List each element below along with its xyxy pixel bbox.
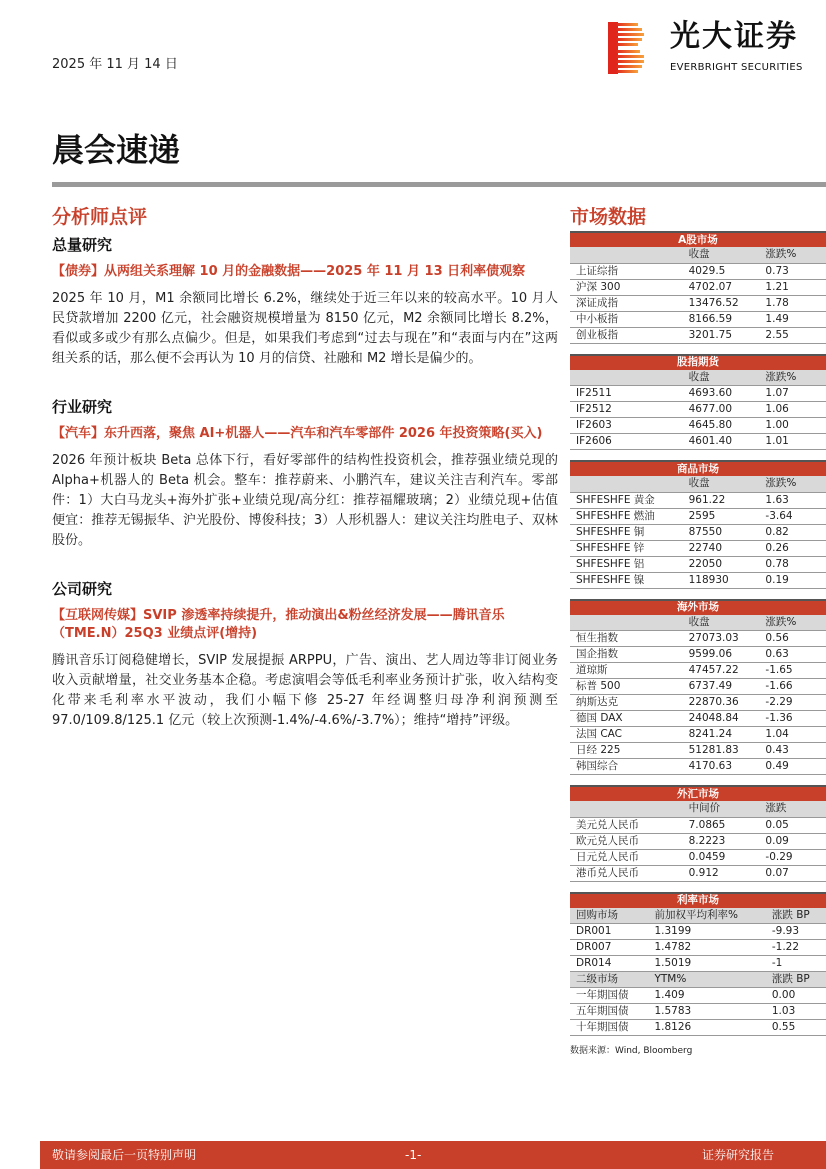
table-cell: SHFESHFE 燃油	[570, 508, 683, 524]
table-row	[570, 972, 826, 988]
column-header: 收盘	[683, 247, 760, 263]
table-cell: 韩国综合	[570, 759, 683, 775]
column-header-row	[570, 615, 826, 631]
table-row	[570, 727, 826, 743]
table-cell: 沪深 300	[570, 279, 683, 295]
table-cell: 961.22	[683, 492, 760, 508]
table-row	[570, 279, 826, 295]
table-title: 商品市场	[570, 461, 826, 476]
table-cell: 德国 DAX	[570, 711, 683, 727]
table-cell: 8241.24	[683, 727, 760, 743]
table-cell: 1.3199	[648, 924, 765, 940]
table-cell: 1.8126	[648, 1020, 765, 1036]
table-cell: 1.5019	[648, 956, 765, 972]
table-cell: 87550	[683, 524, 760, 540]
table-cell: 0.0459	[683, 849, 760, 865]
table-cell: 4645.80	[683, 418, 760, 434]
table-cell: 0.63	[759, 647, 826, 663]
table-cell: 深证成指	[570, 295, 683, 311]
table-cell: 1.78	[759, 295, 826, 311]
column-header	[570, 615, 683, 631]
market-table	[570, 460, 826, 589]
table-row	[570, 524, 826, 540]
table-row	[570, 849, 826, 865]
table-row	[570, 434, 826, 450]
table-title: A股市场	[570, 232, 826, 247]
market-table	[570, 231, 826, 344]
group-heading: 总量研究	[52, 236, 113, 254]
table-cell: 51281.83	[683, 743, 760, 759]
divider	[52, 182, 826, 187]
column-header: 涨跌%	[759, 476, 826, 492]
analyst-commentary	[52, 205, 558, 731]
table-cell: 2595	[683, 508, 760, 524]
table-cell: -1.22	[766, 940, 826, 956]
column-header: 涨跌%	[759, 247, 826, 263]
table-row	[570, 695, 826, 711]
column-header: 中间价	[683, 801, 760, 817]
table-row	[570, 295, 826, 311]
table-cell: 1.03	[766, 1004, 826, 1020]
table-row	[570, 759, 826, 775]
table-cell: 道琼斯	[570, 663, 683, 679]
market-table	[570, 785, 826, 882]
table-cell: 日经 225	[570, 743, 683, 759]
table-cell: 创业板指	[570, 327, 683, 343]
table-cell: 纳斯达克	[570, 695, 683, 711]
table-cell: 4693.60	[683, 386, 760, 402]
table-cell: SHFESHFE 镍	[570, 572, 683, 588]
table-cell: 1.409	[648, 988, 765, 1004]
table-cell: -9.93	[766, 924, 826, 940]
market-data	[570, 205, 826, 1057]
table-cell: 0.19	[759, 572, 826, 588]
table-row	[570, 540, 826, 556]
table-row	[570, 327, 826, 343]
column-header: 涨跌%	[759, 370, 826, 386]
article-title[interactable]: 【互联网传媒】SVIP 渗透率持续提升，推动演出&粉丝经济发展——腾讯音乐（TME.N）25Q3 业绩点评(增持)	[52, 608, 505, 641]
table-cell: 中小板指	[570, 311, 683, 327]
everbright-logo-icon	[608, 22, 644, 74]
table-cell: 4702.07	[683, 279, 760, 295]
table-cell: 4601.40	[683, 434, 760, 450]
table-row	[570, 386, 826, 402]
table-title: 利率市场	[570, 893, 826, 908]
data-source: 数据来源：Wind, Bloomberg	[570, 1046, 693, 1056]
table-cell: 1.06	[759, 402, 826, 418]
table-cell: -1.36	[759, 711, 826, 727]
market-table	[570, 599, 826, 776]
table-row	[570, 556, 826, 572]
column-header-row	[570, 370, 826, 386]
table-row	[570, 311, 826, 327]
table-cell: 9599.06	[683, 647, 760, 663]
table-cell: 0.73	[759, 263, 826, 279]
table-cell: 7.0865	[683, 817, 760, 833]
table-row	[570, 817, 826, 833]
table-cell: 1.4782	[648, 940, 765, 956]
table-row	[570, 743, 826, 759]
table-cell: 22740	[683, 540, 760, 556]
page-title: 晨会速递	[52, 131, 181, 169]
table-cell: 4170.63	[683, 759, 760, 775]
footer	[40, 1141, 826, 1169]
table-cell: IF2512	[570, 402, 683, 418]
table-row	[570, 833, 826, 849]
table-cell: 国企指数	[570, 647, 683, 663]
disclaimer-note: 敬请参阅最后一页特别声明	[52, 1148, 197, 1162]
table-cell: SHFESHFE 锌	[570, 540, 683, 556]
table-cell: DR007	[570, 940, 648, 956]
table-cell: DR001	[570, 924, 648, 940]
column-header: 回购市场	[570, 908, 648, 924]
table-cell: 24048.84	[683, 711, 760, 727]
article-title[interactable]: 【汽车】东升西落，聚焦 AI+机器人——汽车和汽车零部件 2026 年投资策略(买入)	[52, 426, 543, 441]
column-header: 涨跌 BP	[766, 908, 826, 924]
table-cell: 1.01	[759, 434, 826, 450]
table-cell: 22050	[683, 556, 760, 572]
table-cell: 6737.49	[683, 679, 760, 695]
table-cell: 涨跌 BP	[766, 972, 826, 988]
table-cell: 0.82	[759, 524, 826, 540]
table-cell: 1.00	[759, 418, 826, 434]
table-cell: 上证综指	[570, 263, 683, 279]
table-cell: 1.07	[759, 386, 826, 402]
logo-text-cn: 光大证券	[670, 19, 798, 54]
table-cell: IF2606	[570, 434, 683, 450]
column-header-row	[570, 476, 826, 492]
table-cell: 二级市场	[570, 972, 648, 988]
table-row	[570, 492, 826, 508]
table-cell: 0.05	[759, 817, 826, 833]
table-cell: 1.63	[759, 492, 826, 508]
article-body: 2025 年 10 月，M1 余额同比增长 6.2%，继续处于近三年以来的较高水平。10 月人民贷款增加 2200 亿元，社会融资规模增量为 8150 亿元，M2 余额同比增长 8.2%，看似或多或少有那么点偏少。但是，如果我们考虑到“过去与现在”和“表面与内在”这两组关系的话，那么便不会再认为 10 月的信贷、社融和 M2 增长是偏少的。	[52, 291, 558, 366]
table-cell: 1.21	[759, 279, 826, 295]
table-cell: 4677.00	[683, 402, 760, 418]
table-cell: IF2511	[570, 386, 683, 402]
group-macro	[52, 235, 558, 369]
column-header	[570, 801, 683, 817]
column-header: 前加权平均利率%	[648, 908, 765, 924]
table-row	[570, 263, 826, 279]
table-title: 海外市场	[570, 600, 826, 615]
table-cell: 五年期国债	[570, 1004, 648, 1020]
table-row	[570, 647, 826, 663]
table-row	[570, 956, 826, 972]
group-company	[52, 579, 558, 731]
table-row	[570, 988, 826, 1004]
table-cell: 0.09	[759, 833, 826, 849]
table-cell: 0.55	[766, 1020, 826, 1036]
table-cell: 港币兑人民币	[570, 865, 683, 881]
table-row	[570, 679, 826, 695]
table-row	[570, 940, 826, 956]
table-cell: 8166.59	[683, 311, 760, 327]
page-number: -1-	[405, 1148, 422, 1162]
table-cell: 8.2223	[683, 833, 760, 849]
table-row	[570, 663, 826, 679]
table-cell: 恒生指数	[570, 631, 683, 647]
table-cell: IF2603	[570, 418, 683, 434]
column-header: 收盘	[683, 370, 760, 386]
table-cell: 118930	[683, 572, 760, 588]
table-cell: -3.64	[759, 508, 826, 524]
table-row	[570, 1020, 826, 1036]
table-cell: 47457.22	[683, 663, 760, 679]
table-cell: 2.55	[759, 327, 826, 343]
column-header: 涨跌%	[759, 615, 826, 631]
table-row	[570, 508, 826, 524]
column-header	[570, 476, 683, 492]
market-table	[570, 354, 826, 451]
table-cell: SHFESHFE 铝	[570, 556, 683, 572]
group-heading: 公司研究	[52, 580, 113, 598]
table-cell: -1	[766, 956, 826, 972]
table-cell: 27073.03	[683, 631, 760, 647]
table-row	[570, 402, 826, 418]
article-body: 2026 年预计板块 Beta 总体下行，看好零部件的结构性投资机会，推荐强业绩兑现的 Alpha+机器人的 Beta 机会。整车：推荐蔚来、小鹏汽车，建议关注吉利汽车。零部件：1）大白马龙头+海外扩张+业绩兑现/高分红：推荐福耀玻璃；2）业绩兑现+估值便宜：推荐无锡振华、沪光股份、博俊科技；3）人形机器人：建议关注均胜电子、双林股份。	[52, 453, 558, 548]
column-header: 涨跌	[759, 801, 826, 817]
table-cell: 0.49	[759, 759, 826, 775]
column-header-row	[570, 801, 826, 817]
table-row	[570, 572, 826, 588]
column-header	[570, 370, 683, 386]
table-cell: -2.29	[759, 695, 826, 711]
table-cell: 1.49	[759, 311, 826, 327]
table-cell: 1.5783	[648, 1004, 765, 1020]
table-cell: 0.78	[759, 556, 826, 572]
table-row	[570, 1004, 826, 1020]
group-heading: 行业研究	[52, 398, 113, 416]
table-cell: 一年期国债	[570, 988, 648, 1004]
table-cell: -1.65	[759, 663, 826, 679]
table-cell: 22870.36	[683, 695, 760, 711]
table-cell: 十年期国债	[570, 1020, 648, 1036]
table-row	[570, 865, 826, 881]
table-cell: 0.00	[766, 988, 826, 1004]
table-cell: 0.26	[759, 540, 826, 556]
logo	[608, 20, 818, 80]
table-cell: 0.56	[759, 631, 826, 647]
table-cell: 标普 500	[570, 679, 683, 695]
table-cell: 美元兑人民币	[570, 817, 683, 833]
column-header: 收盘	[683, 476, 760, 492]
table-row	[570, 418, 826, 434]
section-title: 分析师点评	[52, 206, 148, 228]
article-title[interactable]: 【债券】从两组关系理解 10 月的金融数据——2025 年 11 月 13 日利率债观察	[52, 264, 526, 279]
market-table	[570, 892, 826, 1037]
table-cell: 3201.75	[683, 327, 760, 343]
table-cell: 欧元兑人民币	[570, 833, 683, 849]
table-title: 外汇市场	[570, 786, 826, 801]
table-cell: 0.07	[759, 865, 826, 881]
table-cell: 日元兑人民币	[570, 849, 683, 865]
table-cell: 法国 CAC	[570, 727, 683, 743]
table-cell: 13476.52	[683, 295, 760, 311]
table-cell: SHFESHFE 黄金	[570, 492, 683, 508]
article-body: 腾讯音乐订阅稳健增长，SVIP 发展提振 ARPPU，广告、演出、艺人周边等非订阅业务收入贡献增量，社交业务基本企稳。考虑演唱会等低毛利率业务预计扩张，收入结构变化带来毛利率水平波动，我们小幅下修 25-27 年经调整归母净利润预测至 97.0/109.8/125.1 亿元（较上次预测-1.4%/-4.6%/-3.7%）；维持“增持”评级。	[52, 653, 558, 728]
report-type: 证券研究报告	[702, 1148, 775, 1162]
table-cell: YTM%	[648, 972, 765, 988]
table-cell: 4029.5	[683, 263, 760, 279]
section-title: 市场数据	[570, 206, 647, 228]
group-industry	[52, 397, 558, 551]
logo-text-en: EVERBRIGHT SECURITIES	[670, 62, 803, 73]
column-header-row	[570, 908, 826, 924]
table-row	[570, 924, 826, 940]
column-header	[570, 247, 683, 263]
column-header-row	[570, 247, 826, 263]
column-header: 收盘	[683, 615, 760, 631]
table-title: 股指期货	[570, 355, 826, 370]
table-cell: 1.04	[759, 727, 826, 743]
table-cell: DR014	[570, 956, 648, 972]
table-row	[570, 631, 826, 647]
table-cell: 0.43	[759, 743, 826, 759]
table-cell: SHFESHFE 铜	[570, 524, 683, 540]
table-cell: 0.912	[683, 865, 760, 881]
table-row	[570, 711, 826, 727]
table-cell: -1.66	[759, 679, 826, 695]
report-date: 2025 年 11 月 14 日	[52, 57, 178, 72]
table-cell: -0.29	[759, 849, 826, 865]
